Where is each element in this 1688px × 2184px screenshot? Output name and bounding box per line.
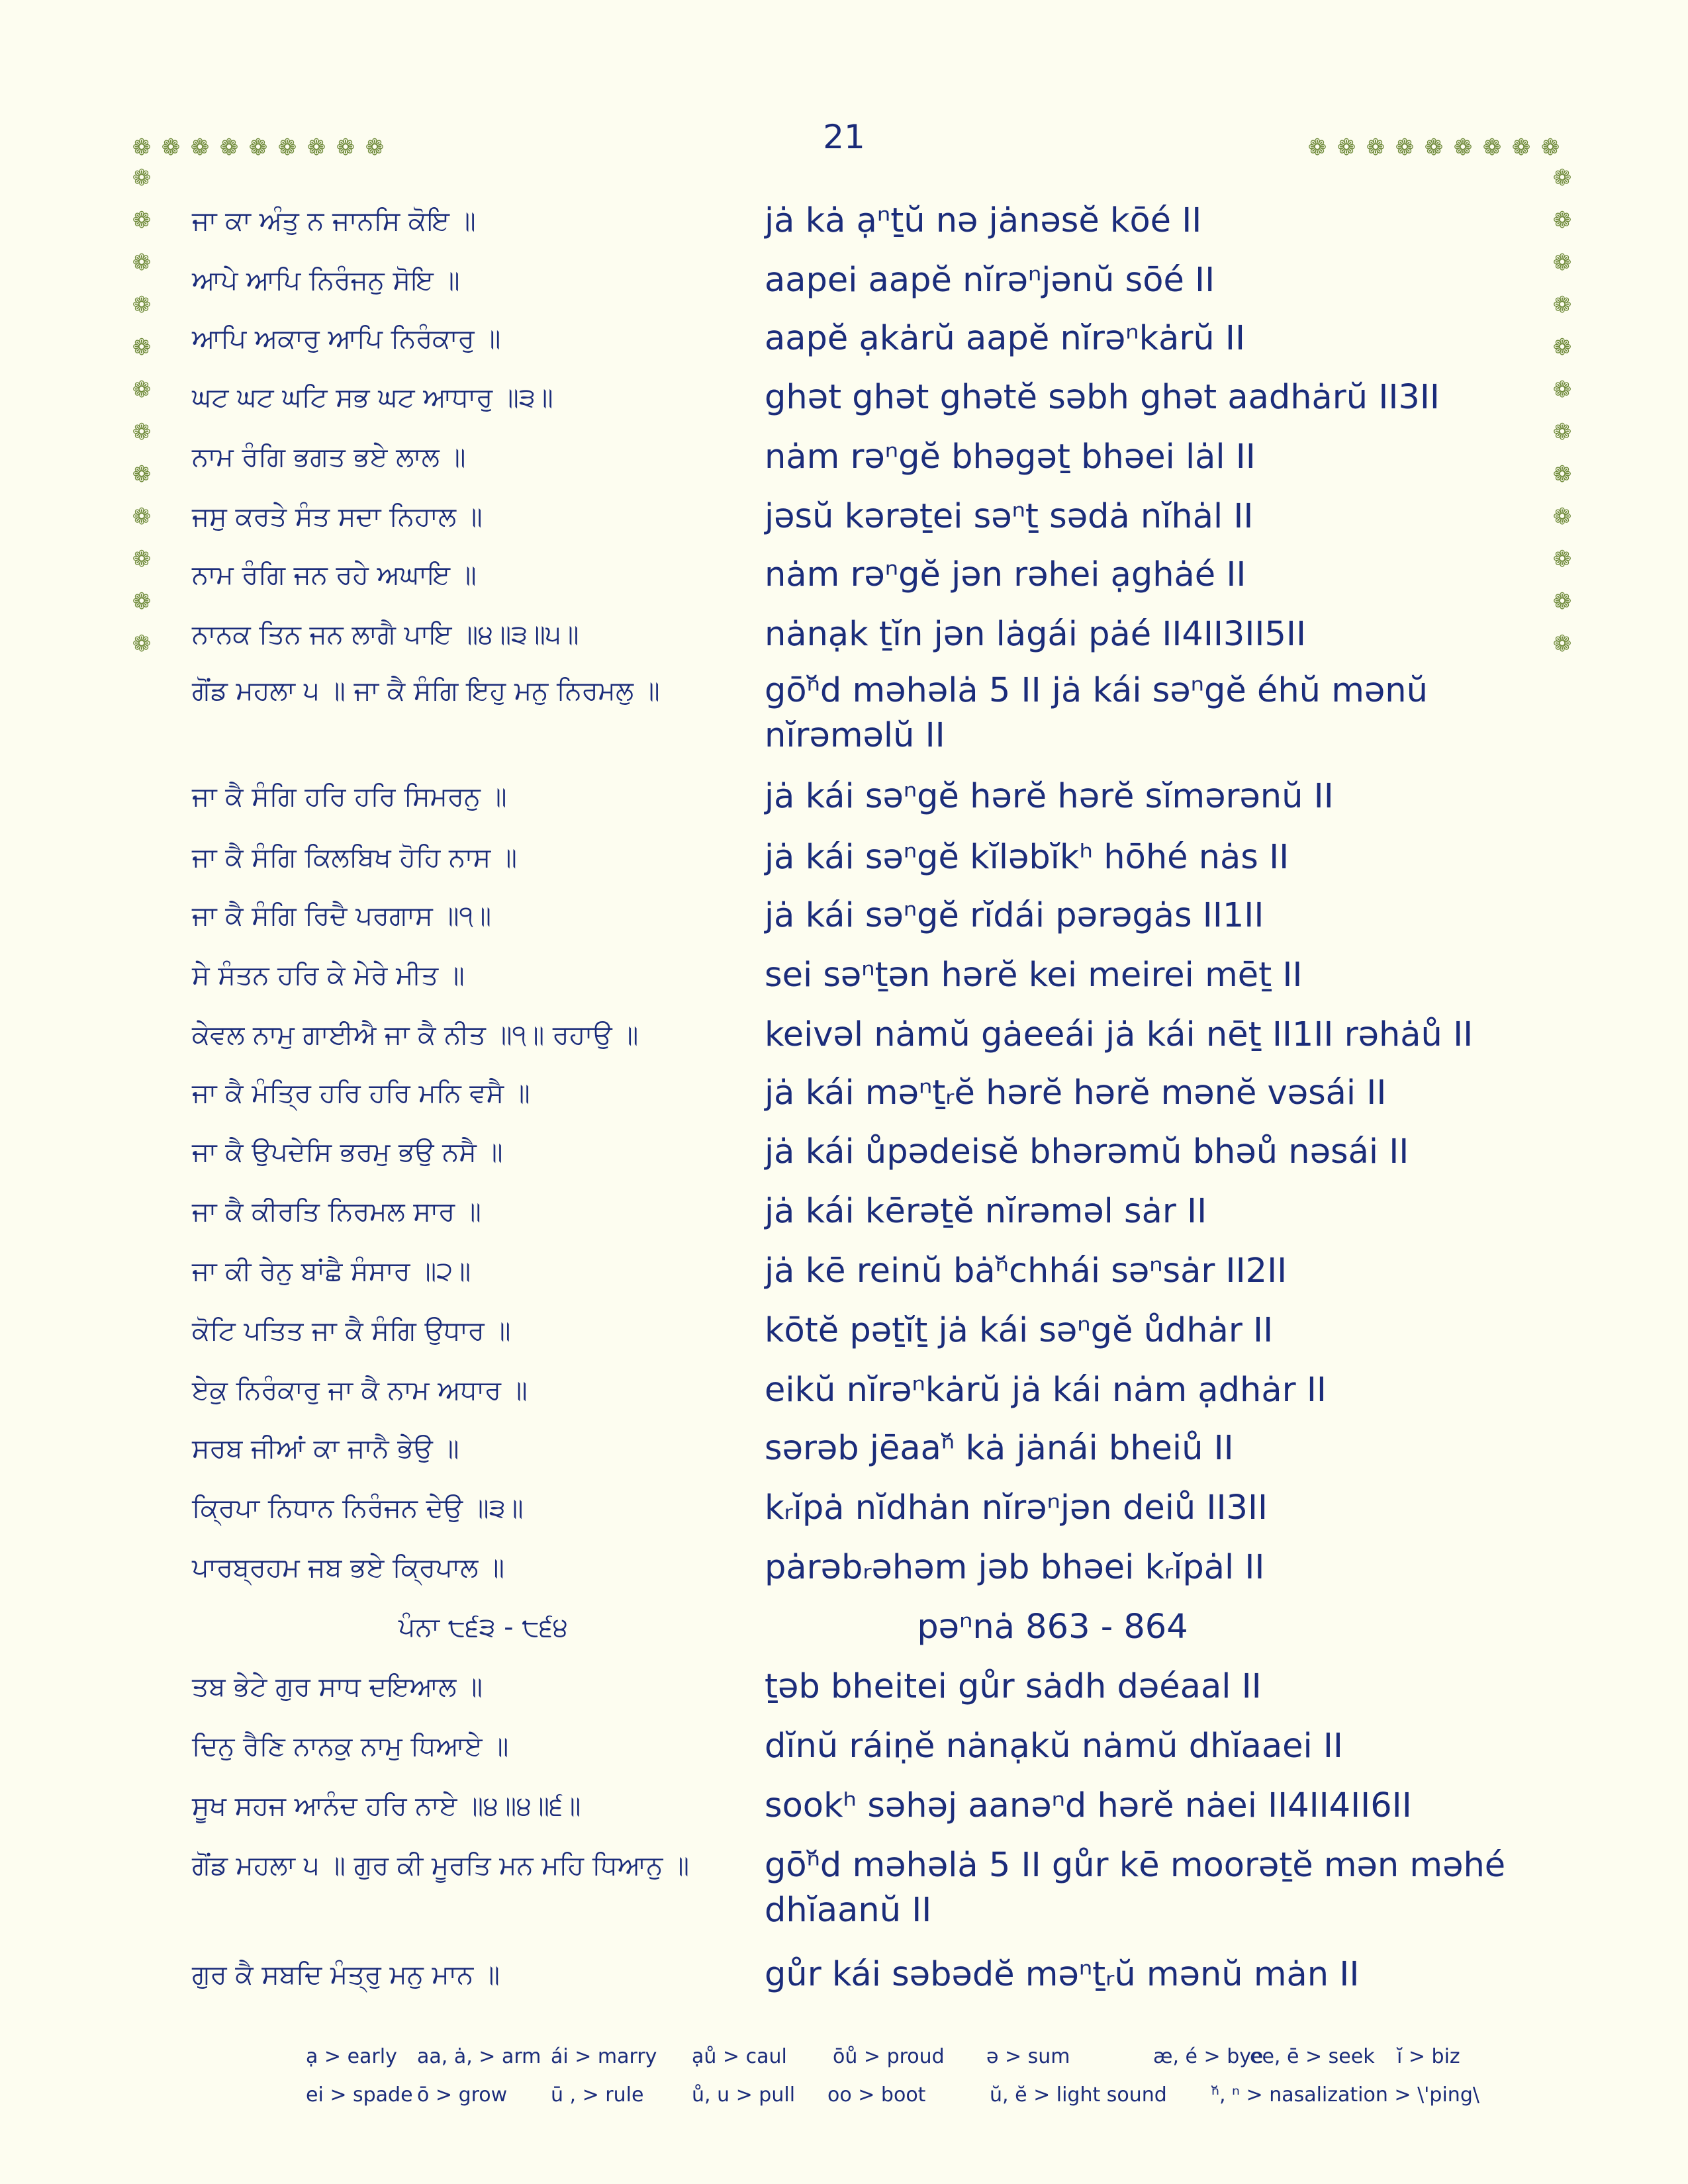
flower-ornament-right: ❁ xyxy=(1552,588,1572,615)
transliteration-line: pȧrəbᵣəhəm jəb bhəei kᵣĭpȧl II xyxy=(765,1548,1265,1587)
gurmukhi-line: ਜਾ ਕੈ ਕੀਰਤਿ ਨਿਰਮਲ ਸਾਰ ॥ xyxy=(192,1197,481,1227)
flower-ornament-right: ❁ xyxy=(1552,546,1572,572)
transliteration-line: gōⁿ̆d məhəlȧ 5 II gůr kē moorəṯĕ mən məhé dhĭaanŭ II xyxy=(765,1846,1506,1930)
legend-item: ō > grow xyxy=(417,2083,508,2107)
legend-item: ⁿ̆, ⁿ > nasalization > \'ping\ xyxy=(1211,2083,1479,2107)
flower-ornament-top-left: ❁ xyxy=(306,134,326,161)
gurmukhi-line: ਜਾ ਕੀ ਰੇਨੁ ਬਾਂਛੈ ਸੰਸਾਰ ॥੨॥ xyxy=(192,1256,471,1287)
transliteration-line: gōⁿ̆d məhəlȧ 5 II jȧ kái səⁿgĕ éhŭ mənŭ nĭrəməlŭ II xyxy=(765,671,1428,755)
flower-ornament-right: ❁ xyxy=(1552,165,1572,191)
flower-ornament-left: ❁ xyxy=(132,377,152,403)
gurmukhi-line: ਗੋਂਡ ਮਹਲਾ ੫ ॥ ਗੁਰ ਕੀ ਮੂਰਤਿ ਮਨ ਮਹਿ ਧਿਆਨੁ ॥ xyxy=(192,1850,690,1881)
legend-item: aa, ȧ, > arm xyxy=(417,2045,541,2068)
legend-item: ei > spade xyxy=(306,2083,413,2107)
gurmukhi-line: ਜਾ ਕੈ ਸੰਗਿ ਕਿਲਬਿਖ ਹੋਹਿ ਨਾਸ ॥ xyxy=(192,842,517,873)
page-number: 21 xyxy=(823,118,865,156)
gurmukhi-line: ਨਾਨਕ ਤਿਨ ਜਨ ਲਾਗੈ ਪਾਇ ॥੪॥੩॥੫॥ xyxy=(192,619,579,650)
transliteration-line: jȧ kȧ ạⁿṯŭ nə jȧnəsĕ kōé II xyxy=(765,201,1202,240)
transliteration-line: ghət ghət ghətĕ səbh ghət aadhȧrŭ II3II xyxy=(765,378,1440,417)
flower-ornament-top-right: ❁ xyxy=(1482,134,1502,161)
transliteration-line: aapei aapĕ nĭrəⁿjənŭ sōé II xyxy=(765,261,1215,300)
transliteration-line: aapĕ ạkȧrŭ aapĕ nĭrəⁿkȧrŭ II xyxy=(765,319,1246,358)
gurmukhi-line: ਪਾਰਬ੍ਰਹਮ ਜਬ ਭਏ ਕ੍ਰਿਪਾਲ ॥ xyxy=(192,1553,504,1583)
flower-ornament-top-left: ❁ xyxy=(132,134,152,161)
gurmukhi-line: ਨਾਮ ਰੰਗਿ ਜਨ ਰਹੇ ਅਘਾਇ ॥ xyxy=(192,560,477,590)
flower-ornament-top-right: ❁ xyxy=(1366,134,1385,161)
flower-ornament-right: ❁ xyxy=(1552,461,1572,488)
flower-ornament-right: ❁ xyxy=(1552,377,1572,403)
flower-ornament-left: ❁ xyxy=(132,165,152,191)
flower-ornament-top-right: ❁ xyxy=(1395,134,1415,161)
flower-ornament-left: ❁ xyxy=(132,250,152,276)
legend-item: ee, ē > seek xyxy=(1250,2045,1375,2068)
page-reference-gurmukhi: ਪੰਨਾ ੮੬੩ - ੮੬੪ xyxy=(398,1612,569,1643)
gurmukhi-line: ਗੁਰ ਕੈ ਸਬਦਿ ਮੰਤ੍ਰੁ ਮਨੁ ਮਾਨ ॥ xyxy=(192,1960,500,1990)
gurmukhi-line: ਕੇਵਲ ਨਾਮੁ ਗਾਈਐ ਜਾ ਕੈ ਨੀਤ ॥੧॥ ਰਹਾਉ ॥ xyxy=(192,1020,639,1050)
legend-item: ū , > rule xyxy=(551,2083,644,2107)
gurmukhi-line: ਕੋਟਿ ਪਤਿਤ ਜਾ ਕੈ ਸੰਗਿ ਉਧਾਰ ॥ xyxy=(192,1316,511,1346)
gurmukhi-line: ਜਾ ਕੈ ਮੰਤ੍ਰਿ ਹਰਿ ਹਰਿ ਮਨਿ ਵਸੈ ॥ xyxy=(192,1078,530,1109)
flower-ornament-right: ❁ xyxy=(1552,631,1572,657)
transliteration-line: ṯəb bheitei gůr sȧdh dəéaal II xyxy=(765,1667,1262,1706)
flower-ornament-top-left: ❁ xyxy=(190,134,210,161)
legend-item: ŭ, ĕ > light sound xyxy=(990,2083,1167,2107)
flower-ornament-top-right: ❁ xyxy=(1336,134,1356,161)
page-reference-transliteration: pəⁿnȧ 863 - 864 xyxy=(917,1608,1188,1647)
legend-item: ə > sum xyxy=(986,2045,1070,2068)
flower-ornament-top-left: ❁ xyxy=(365,134,385,161)
legend-item: ạ > early xyxy=(306,2045,397,2068)
flower-ornament-right: ❁ xyxy=(1552,334,1572,361)
transliteration-line: sei səⁿṯən hərĕ kei meirei mēṯ II xyxy=(765,956,1303,995)
gurmukhi-line: ਸੇ ਸੰਤਨ ਹਰਿ ਕੇ ਮੇਰੇ ਮੀਤ ॥ xyxy=(192,960,465,991)
gurmukhi-line: ਸੂਖ ਸਹਜ ਆਨੰਦ ਹਰਿ ਨਾਏ ॥੪॥੪॥੬॥ xyxy=(192,1791,581,1821)
flower-ornament-left: ❁ xyxy=(132,504,152,530)
gurmukhi-line: ਘਟ ਘਟ ਘਟਿ ਸਭ ਘਟ ਆਧਾਰੁ ॥੩॥ xyxy=(192,383,553,413)
transliteration-line: keivəl nȧmŭ gȧeeái jȧ kái nēṯ II1II rəhȧů II xyxy=(765,1015,1474,1054)
transliteration-line: jȧ kái ůpədeisĕ bhərəmŭ bhəů nəsái II xyxy=(765,1132,1409,1171)
gurmukhi-line: ਜਾ ਕਾ ਅੰਤੁ ਨ ਜਾਨਸਿ ਕੋਇ ॥ xyxy=(192,206,476,236)
transliteration-line: jȧ kái səⁿgĕ rĭdái pərəgȧs II1II xyxy=(765,896,1264,935)
flower-ornament-left: ❁ xyxy=(132,207,152,234)
flower-ornament-left: ❁ xyxy=(132,334,152,361)
transliteration-line: kᵣĭpȧ nĭdhȧn nĭrəⁿjən deiů II3II xyxy=(765,1488,1268,1527)
transliteration-line: jȧ kái kērəṯĕ nĭrəməl sȧr II xyxy=(765,1192,1207,1231)
transliteration-line: eikŭ nĭrəⁿkȧrŭ jȧ kái nȧm ạdhȧr II xyxy=(765,1371,1327,1410)
gurmukhi-line: ਜਾ ਕੈ ਉਪਦੇਸਿ ਭਰਮੁ ਭਉ ਨਸੈ ॥ xyxy=(192,1137,503,1167)
flower-ornament-right: ❁ xyxy=(1552,504,1572,530)
gurmukhi-line: ਸਰਬ ਜੀਆਂ ਕਾ ਜਾਨੈ ਭੇਉ ॥ xyxy=(192,1433,459,1464)
gurmukhi-line: ਗੋਂਡ ਮਹਲਾ ੫ ॥ ਜਾ ਕੈ ਸੰਗਿ ਇਹੁ ਮਨੁ ਨਿਰਮਲੁ ॥ xyxy=(192,676,660,706)
flower-ornament-left: ❁ xyxy=(132,631,152,657)
transliteration-line: kōtĕ pəṯĭṯ jȧ kái səⁿgĕ ůdhȧr II xyxy=(765,1311,1274,1350)
flower-ornament-top-left: ❁ xyxy=(219,134,239,161)
legend-item: ạů > caul xyxy=(692,2045,787,2068)
transliteration-line: jəsŭ kərəṯei səⁿṯ sədȧ nĭhȧl II xyxy=(765,497,1254,536)
legend-item: oo > boot xyxy=(827,2083,926,2107)
flower-ornament-top-left: ❁ xyxy=(336,134,355,161)
transliteration-line: dĭnŭ ráiṇĕ nȧnạkŭ nȧmŭ dhĭaaei II xyxy=(765,1727,1343,1766)
transliteration-line: sərəb jēaaⁿ̆ kȧ jȧnái bheiů II xyxy=(765,1429,1234,1468)
flower-ornament-top-left: ❁ xyxy=(248,134,268,161)
transliteration-line: nȧm rəⁿgĕ bhəgəṯ bhəei lȧl II xyxy=(765,437,1256,477)
flower-ornament-top-right: ❁ xyxy=(1424,134,1444,161)
legend-item: ĭ > biz xyxy=(1397,2045,1460,2068)
flower-ornament-right: ❁ xyxy=(1552,292,1572,318)
transliteration-line: jȧ kái səⁿgĕ kĭləbĭkʰ hōhé nȧs II xyxy=(765,838,1289,877)
transliteration-line: jȧ kái məⁿṯᵣĕ hərĕ hərĕ mənĕ vəsái II xyxy=(765,1073,1387,1113)
flower-ornament-right: ❁ xyxy=(1552,419,1572,445)
legend-item: ōů > proud xyxy=(833,2045,945,2068)
flower-ornament-left: ❁ xyxy=(132,419,152,445)
flower-ornament-right: ❁ xyxy=(1552,250,1572,276)
transliteration-line: jȧ kái səⁿgĕ hərĕ hərĕ sĭmərənŭ II xyxy=(765,777,1334,816)
flower-ornament-left: ❁ xyxy=(132,546,152,572)
gurmukhi-line: ਏਕੁ ਨਿਰੰਕਾਰੁ ਜਾ ਕੈ ਨਾਮ ਅਧਾਰ ॥ xyxy=(192,1375,528,1406)
flower-ornament-top-right: ❁ xyxy=(1453,134,1473,161)
flower-ornament-top-left: ❁ xyxy=(277,134,297,161)
transliteration-line: sookʰ səhəj aanəⁿd hərĕ nȧei II4II4II6II xyxy=(765,1786,1412,1825)
gurmukhi-line: ਜਸੁ ਕਰਤੇ ਸੰਤ ਸਦਾ ਨਿਹਾਲ ॥ xyxy=(192,502,483,532)
transliteration-line: nȧm rəⁿgĕ jən rəhei ạghȧé II xyxy=(765,555,1246,594)
gurmukhi-line: ਆਪਿ ਅਕਾਰੁ ਆਪਿ ਨਿਰੰਕਾਰੁ ॥ xyxy=(192,324,501,354)
flower-ornament-right: ❁ xyxy=(1552,207,1572,234)
gurmukhi-line: ਆਪੇ ਆਪਿ ਨਿਰੰਜਨੁ ਸੋਇ ॥ xyxy=(192,265,460,296)
flower-ornament-left: ❁ xyxy=(132,292,152,318)
flower-ornament-top-right: ❁ xyxy=(1511,134,1531,161)
gurmukhi-line: ਦਿਨੁ ਰੈਣਿ ਨਾਨਕੁ ਨਾਮੁ ਧਿਆਏ ॥ xyxy=(192,1731,509,1762)
flower-ornament-top-right: ❁ xyxy=(1540,134,1560,161)
gurmukhi-line: ਜਾ ਕੈ ਸੰਗਿ ਰਿਦੈ ਪਰਗਾਸ ॥੧॥ xyxy=(192,901,492,931)
gurmukhi-line: ਤਬ ਭੇਟੇ ਗੁਰ ਸਾਧ ਦਇਆਲ ॥ xyxy=(192,1672,483,1702)
flower-ornament-top-right: ❁ xyxy=(1307,134,1327,161)
transliteration-line: nȧnạk ṯĭn jən lȧgái pȧé II4II3II5II xyxy=(765,615,1306,654)
gurmukhi-line: ਨਾਮ ਰੰਗਿ ਭਗਤ ਭਏ ਲਾਲ ॥ xyxy=(192,442,466,473)
legend-item: ái > marry xyxy=(551,2045,657,2068)
flower-ornament-left: ❁ xyxy=(132,461,152,488)
flower-ornament-left: ❁ xyxy=(132,588,152,615)
transliteration-line: jȧ kē reinŭ bȧⁿ̆chhái səⁿsȧr II2II xyxy=(765,1251,1288,1291)
gurmukhi-line: ਕ੍ਰਿਪਾ ਨਿਧਾਨ ਨਿਰੰਜਨ ਦੇਉ ॥੩॥ xyxy=(192,1493,524,1524)
legend-item: ů, u > pull xyxy=(692,2083,796,2107)
flower-ornament-top-left: ❁ xyxy=(161,134,181,161)
transliteration-line: gůr kái səbədĕ məⁿṯᵣŭ mənŭ mȧn II xyxy=(765,1955,1360,1994)
legend-item: æ, é > bye xyxy=(1153,2045,1264,2068)
gurmukhi-line: ਜਾ ਕੈ ਸੰਗਿ ਹਰਿ ਹਰਿ ਸਿਮਰਨੁ ॥ xyxy=(192,782,507,812)
